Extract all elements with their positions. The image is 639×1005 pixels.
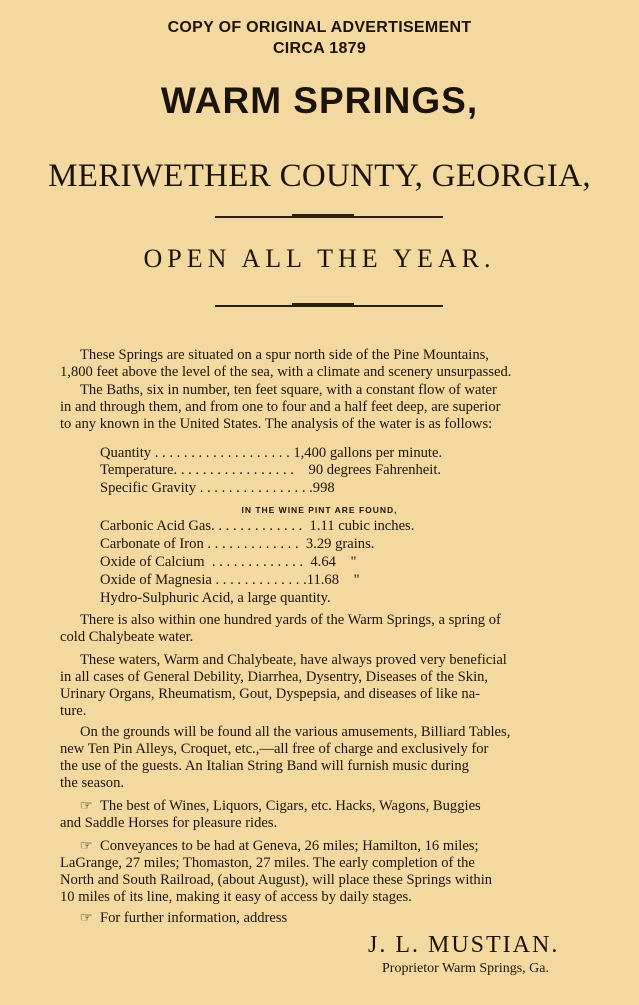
text-line: For further information, address: [100, 910, 288, 926]
text-line: in all cases of General Debility, Diarrhea, Dysentry, Diseases of the Skin,: [60, 669, 489, 685]
wine-row-iron: Carbonate of Iron . . . . . . . . . . . . . 3.29 grains.: [100, 536, 375, 552]
paragraph-amusements: [60, 724, 592, 792]
paragraph-baths: [60, 382, 592, 433]
text-line: North and South Railroad, (about August), will place these Springs within: [60, 872, 493, 888]
text-line: in and through them, and from one to four and a half feet deep, are superior: [60, 399, 501, 415]
text-line: new Ten Pin Alleys, Croquet, etc.,—all free of charge and exclusively for: [60, 741, 489, 757]
text-line: and Saddle Horses for pleasure rides.: [60, 815, 278, 831]
wine-row-hydro: Hydro-Sulphuric Acid, a large quantity.: [100, 590, 331, 606]
text-line-with-hand: [60, 910, 592, 927]
signature-title: Proprietor Warm Springs, Ga.: [382, 961, 549, 976]
text-line: On the grounds will be found all the various amusements, Billiard Tables,: [80, 724, 511, 740]
paragraph-location: [60, 347, 592, 381]
text-line: The best of Wines, Liquors, Cigars, etc. Hacks, Wagons, Buggies: [100, 798, 481, 814]
text-line: Urinary Organs, Rheumatism, Gout, Dyspepsia, and diseases of like na-: [60, 686, 481, 702]
text-line: These Springs are situated on a spur north side of the Pine Mountains,: [80, 347, 489, 363]
analysis-row-quantity: Quantity . . . . . . . . . . . . . . . . . . . 1,400 gallons per minute.: [100, 445, 443, 461]
open-all-year-heading: OPEN ALL THE YEAR.: [143, 244, 496, 273]
copy-caption-line2: CIRCA 1879: [272, 40, 367, 57]
wine-pint-heading: IN THE WINE PINT ARE FOUND,: [241, 505, 398, 515]
paragraph-chalybeate: [60, 612, 592, 646]
signature-name: J. L. MUSTIAN.: [368, 932, 560, 958]
wine-row-calcium: Oxide of Calcium . . . . . . . . . . . . . 4.64 ": [100, 554, 357, 570]
text-line-with-hand: [60, 838, 592, 855]
analysis-row-gravity: Specific Gravity . . . . . . . . . . . . . . . .998: [100, 480, 335, 496]
text-line: 10 miles of its line, making it easy of access by daily stages.: [60, 889, 412, 905]
text-line: cold Chalybeate water.: [60, 629, 194, 645]
divider-rule-bottom-accent: [292, 303, 354, 306]
paragraph-benefits: [60, 652, 592, 720]
text-line: the use of the guests. An Italian String Band will furnish music during: [60, 758, 469, 774]
text-line: LaGrange, 27 miles; Thomaston, 27 miles. The early completion of the: [60, 855, 475, 871]
analysis-row-temperature: Temperature. . . . . . . . . . . . . . . . . 90 degrees Fahrenheit.: [100, 462, 442, 478]
text-line: Conveyances to be had at Geneva, 26 miles; Hamilton, 16 miles;: [100, 838, 479, 854]
text-line: to any known in the United States. The analysis of the water is as follows:: [60, 416, 493, 432]
wine-row-magnesia: Oxide of Magnesia . . . . . . . . . . . . .11.68 ": [100, 572, 360, 588]
text-line: 1,800 feet above the level of the sea, with a climate and scenery unsurpassed.: [60, 364, 512, 380]
copy-caption-line1: COPY OF ORIGINAL ADVERTISEMENT: [167, 19, 472, 36]
county-heading: MERIWETHER COUNTY, GEORGIA,: [48, 158, 591, 194]
pointing-hand-icon: ☞: [80, 799, 93, 814]
paragraph-wines: [60, 798, 592, 832]
text-line: the season.: [60, 775, 125, 791]
divider-rule-top-accent: [292, 214, 354, 217]
text-line: There is also within one hundred yards of the Warm Springs, a spring of: [80, 612, 501, 628]
pointing-hand-icon: ☞: [80, 911, 93, 926]
text-line-with-hand: [60, 798, 592, 815]
wine-row-carbonic: Carbonic Acid Gas. . . . . . . . . . . . . 1.11 cubic inches.: [100, 518, 415, 534]
page-title: WARM SPRINGS,: [160, 80, 479, 121]
paragraph-conveyances: [60, 838, 592, 906]
text-line: These waters, Warm and Chalybeate, have always proved very beneficial: [80, 652, 507, 668]
text-line: ture.: [60, 703, 87, 719]
paragraph-address: [60, 910, 592, 927]
text-line: The Baths, six in number, ten feet square, with a constant flow of water: [80, 382, 497, 398]
pointing-hand-icon: ☞: [80, 839, 93, 854]
